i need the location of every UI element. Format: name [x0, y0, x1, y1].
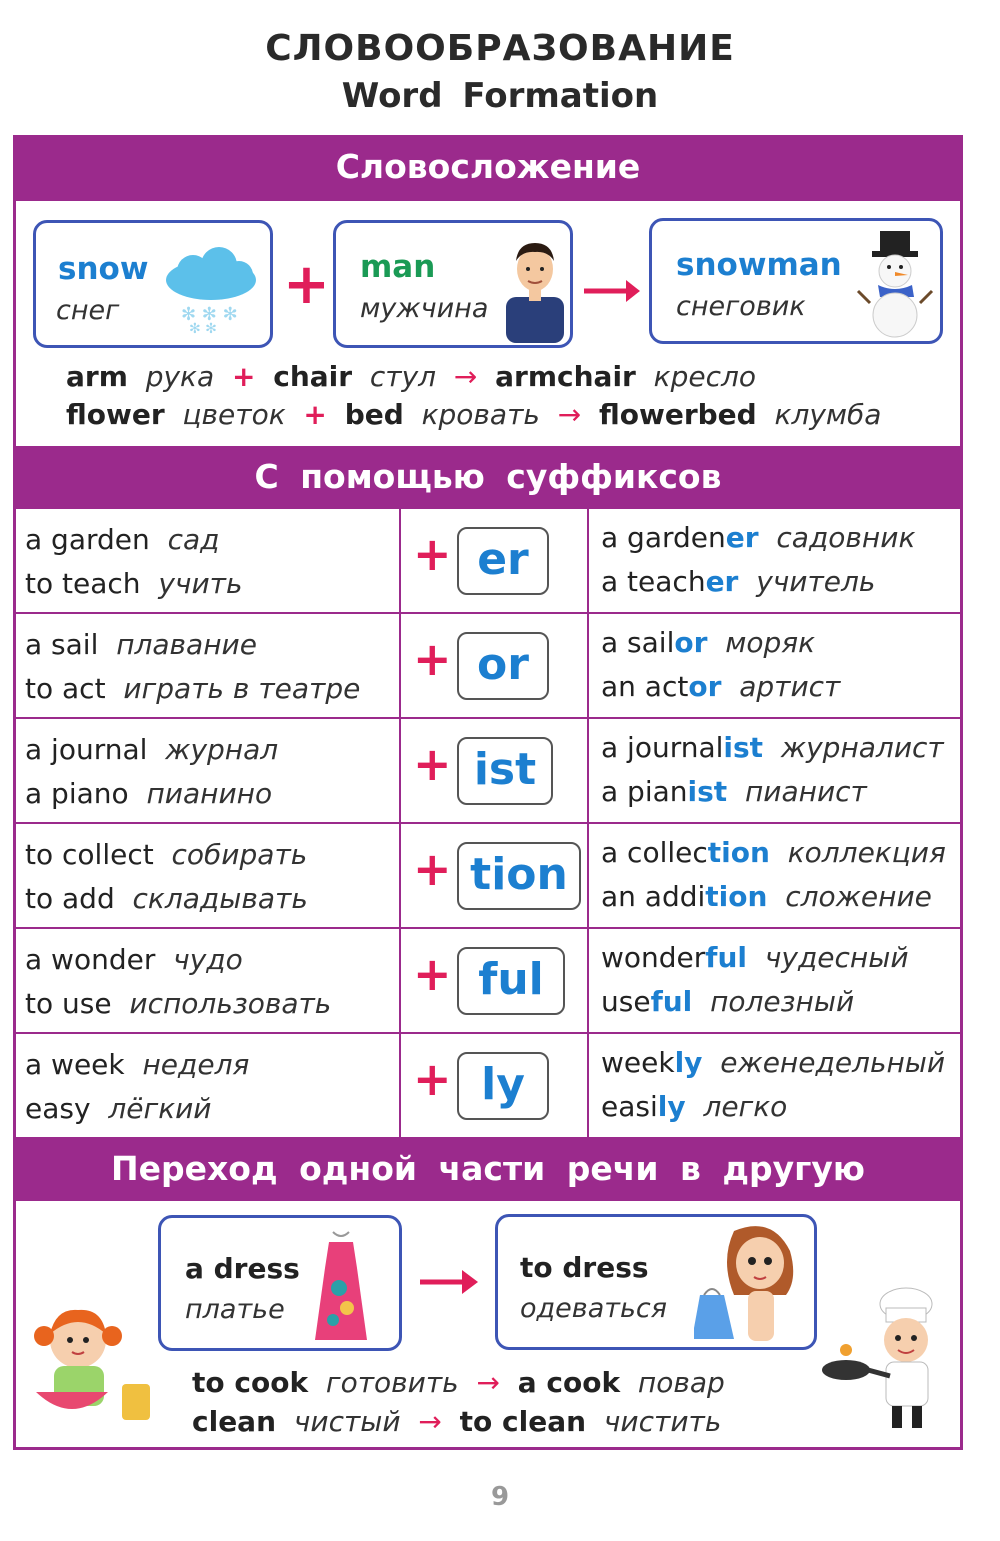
base-word-line [25, 943, 243, 976]
result-word-line [601, 1090, 787, 1123]
suffix-base-cell [13, 824, 401, 927]
suffix-row [13, 822, 963, 927]
result-word-ru: сложение [785, 880, 932, 913]
result-word-stem: a journal [601, 731, 724, 764]
section-heading-conversion: Переход одной части речи в другую [13, 1137, 963, 1201]
base-word-ru: собирать [171, 838, 308, 871]
suffix-box: or [457, 632, 549, 700]
card-word-en: man [360, 249, 436, 285]
base-word-en: to collect [25, 838, 154, 871]
base-word-en: to teach [25, 567, 141, 600]
suffix-base-cell [13, 1034, 401, 1137]
man-icon [500, 231, 570, 343]
section-heading-suffixes: С помощью суффиксов [13, 446, 963, 508]
conversion-arrow-icon [418, 1266, 480, 1298]
conversion-example-1: to cook готовить → a cook повар [192, 1366, 725, 1399]
suffix-cell [401, 719, 589, 822]
suffix-table [13, 507, 963, 1137]
suffix-plus: + [413, 527, 452, 581]
suffix-plus: + [413, 947, 452, 1001]
result-word-suffix: er [725, 521, 759, 554]
card-word-ru: мужчина [360, 293, 489, 324]
base-word-en: to use [25, 987, 112, 1020]
base-word-ru: пианино [146, 777, 273, 810]
result-word-line [601, 836, 946, 869]
suffix-box: er [457, 527, 549, 595]
result-word-ru: легко [703, 1090, 788, 1123]
result-word-ru: журналист [780, 731, 944, 764]
suffix-result-cell [589, 929, 963, 1032]
compound-card-snowman [649, 218, 943, 344]
base-word-line [25, 882, 308, 915]
result-word-suffix: ist [723, 731, 764, 764]
compound-card-man [333, 220, 573, 348]
suffix-box: ful [457, 947, 565, 1015]
result-word-ru: еженедельный [720, 1046, 946, 1079]
result-word-ru: коллекция [787, 836, 946, 869]
card-word-ru: снеговик [676, 291, 806, 322]
result-word-suffix: ful [650, 985, 693, 1018]
card-word-en: snow [58, 251, 149, 287]
conversion-card-noun [158, 1215, 402, 1351]
card-word-ru: одеваться [520, 1293, 667, 1324]
svg-text:✻ ✻: ✻ ✻ [189, 321, 217, 335]
result-word-ru: чудесный [764, 941, 909, 974]
result-word-ru: моряк [725, 626, 816, 659]
suffix-box: ist [457, 737, 553, 805]
section-heading-compounding: Словосложение [13, 135, 963, 201]
result-word-ru: учитель [756, 565, 876, 598]
compound-arrow-icon [582, 276, 642, 306]
result-word-stem: a pian [601, 775, 688, 808]
suffix-base-cell [13, 719, 401, 822]
base-word-en: a week [25, 1048, 125, 1081]
base-word-ru: журнал [165, 733, 279, 766]
result-word-suffix: or [674, 626, 708, 659]
compound-example-1: arm рука + chair стул → armchair кресло [66, 360, 757, 393]
base-word-ru: чудо [173, 943, 243, 976]
result-word-line [601, 880, 932, 913]
result-word-stem: week [601, 1046, 675, 1079]
compound-card-snow [33, 220, 273, 348]
dress-icon [311, 1228, 371, 1344]
result-word-ru: полезный [710, 985, 855, 1018]
base-word-en: easy [25, 1092, 91, 1125]
result-word-line [601, 1046, 945, 1079]
suffix-row [13, 507, 963, 612]
base-word-line [25, 567, 242, 600]
suffix-row [13, 927, 963, 1032]
page-title-en: Word Formation [341, 76, 659, 116]
result-word-ru: артист [739, 670, 841, 703]
base-word-line [25, 838, 307, 871]
suffix-cell [401, 614, 589, 717]
base-word-ru: лёгкий [108, 1092, 212, 1125]
snow-cloud-icon [161, 245, 261, 335]
suffix-plus: + [413, 737, 452, 791]
card-word-en: to dress [520, 1251, 649, 1284]
base-word-en: to act [25, 672, 106, 705]
page-number: 9 [490, 1482, 510, 1512]
suffix-box: tion [457, 842, 581, 910]
suffix-row [13, 1032, 963, 1137]
result-word-suffix: er [705, 565, 739, 598]
suffix-cell [401, 1034, 589, 1137]
base-word-line [25, 987, 331, 1020]
result-word-suffix: ly [657, 1090, 686, 1123]
base-word-line [25, 523, 220, 556]
suffix-result-cell [589, 824, 963, 927]
girl-dressing-icon [694, 1221, 804, 1347]
compound-example-2: flower цветок + bed кровать → flowerbed клумба [66, 398, 882, 431]
base-word-ru: неделя [142, 1048, 250, 1081]
result-word-suffix: ful [705, 941, 748, 974]
suffix-result-cell [589, 614, 963, 717]
base-word-ru: складывать [132, 882, 308, 915]
result-word-stem: an addi [601, 880, 706, 913]
suffix-base-cell [13, 929, 401, 1032]
suffix-base-cell [13, 614, 401, 717]
suffix-plus: + [413, 842, 452, 896]
card-word-en: snowman [676, 247, 842, 283]
result-word-line [601, 775, 867, 808]
base-word-line [25, 1092, 212, 1125]
base-word-line [25, 733, 278, 766]
suffix-result-cell [589, 509, 963, 612]
base-word-en: to add [25, 882, 115, 915]
base-word-line [25, 672, 360, 705]
suffix-cell [401, 824, 589, 927]
base-word-ru: сад [167, 523, 220, 556]
chef-icon [820, 1282, 960, 1432]
base-word-en: a sail [25, 628, 99, 661]
girl-cooking-icon [26, 1300, 158, 1430]
result-word-suffix: or [688, 670, 722, 703]
result-word-line [601, 626, 815, 659]
base-word-line [25, 777, 272, 810]
result-word-stem: an act [601, 670, 689, 703]
result-word-suffix: ist [687, 775, 728, 808]
result-word-suffix: tion [707, 836, 770, 869]
result-word-stem: use [601, 985, 651, 1018]
suffix-result-cell [589, 719, 963, 822]
result-word-suffix: ly [674, 1046, 703, 1079]
result-word-stem: a teach [601, 565, 706, 598]
result-word-line [601, 941, 909, 974]
card-word-ru: платье [185, 1294, 285, 1325]
card-word-ru: снег [56, 295, 120, 326]
result-word-ru: пианист [744, 775, 867, 808]
suffix-row [13, 612, 963, 717]
card-word-en: a dress [185, 1252, 300, 1285]
suffix-base-cell [13, 509, 401, 612]
result-word-ru: садовник [776, 521, 916, 554]
suffix-cell [401, 509, 589, 612]
result-word-line [601, 985, 854, 1018]
snowman-icon [852, 225, 940, 339]
result-word-suffix: tion [705, 880, 768, 913]
suffix-row [13, 717, 963, 822]
conversion-example-2: clean чистый → to clean чистить [192, 1405, 722, 1438]
base-word-ru: плавание [116, 628, 257, 661]
suffix-plus: + [413, 1052, 452, 1106]
page-title-ru: СЛОВООБРАЗОВАНИЕ [265, 28, 735, 69]
result-word-stem: a garden [601, 521, 726, 554]
base-word-line [25, 1048, 249, 1081]
result-word-stem: wonder [601, 941, 706, 974]
result-word-line [601, 731, 944, 764]
base-word-en: a piano [25, 777, 129, 810]
base-word-ru: учить [158, 567, 243, 600]
suffix-plus: + [413, 632, 452, 686]
conversion-card-verb [495, 1214, 817, 1350]
base-word-ru: использовать [129, 987, 332, 1020]
suffix-box: ly [457, 1052, 549, 1120]
compound-plus: + [283, 252, 330, 317]
suffix-cell [401, 929, 589, 1032]
base-word-en: a garden [25, 523, 150, 556]
base-word-en: a journal [25, 733, 148, 766]
base-word-line [25, 628, 257, 661]
suffix-result-cell [589, 1034, 963, 1137]
svg-text:✻ ✻ ✻: ✻ ✻ ✻ [181, 304, 238, 325]
result-word-stem: easi [601, 1090, 658, 1123]
result-word-stem: a collec [601, 836, 708, 869]
result-word-line [601, 521, 915, 554]
base-word-en: a wonder [25, 943, 156, 976]
result-word-stem: a sail [601, 626, 675, 659]
result-word-line [601, 565, 875, 598]
result-word-line [601, 670, 840, 703]
base-word-ru: играть в театре [123, 672, 361, 705]
